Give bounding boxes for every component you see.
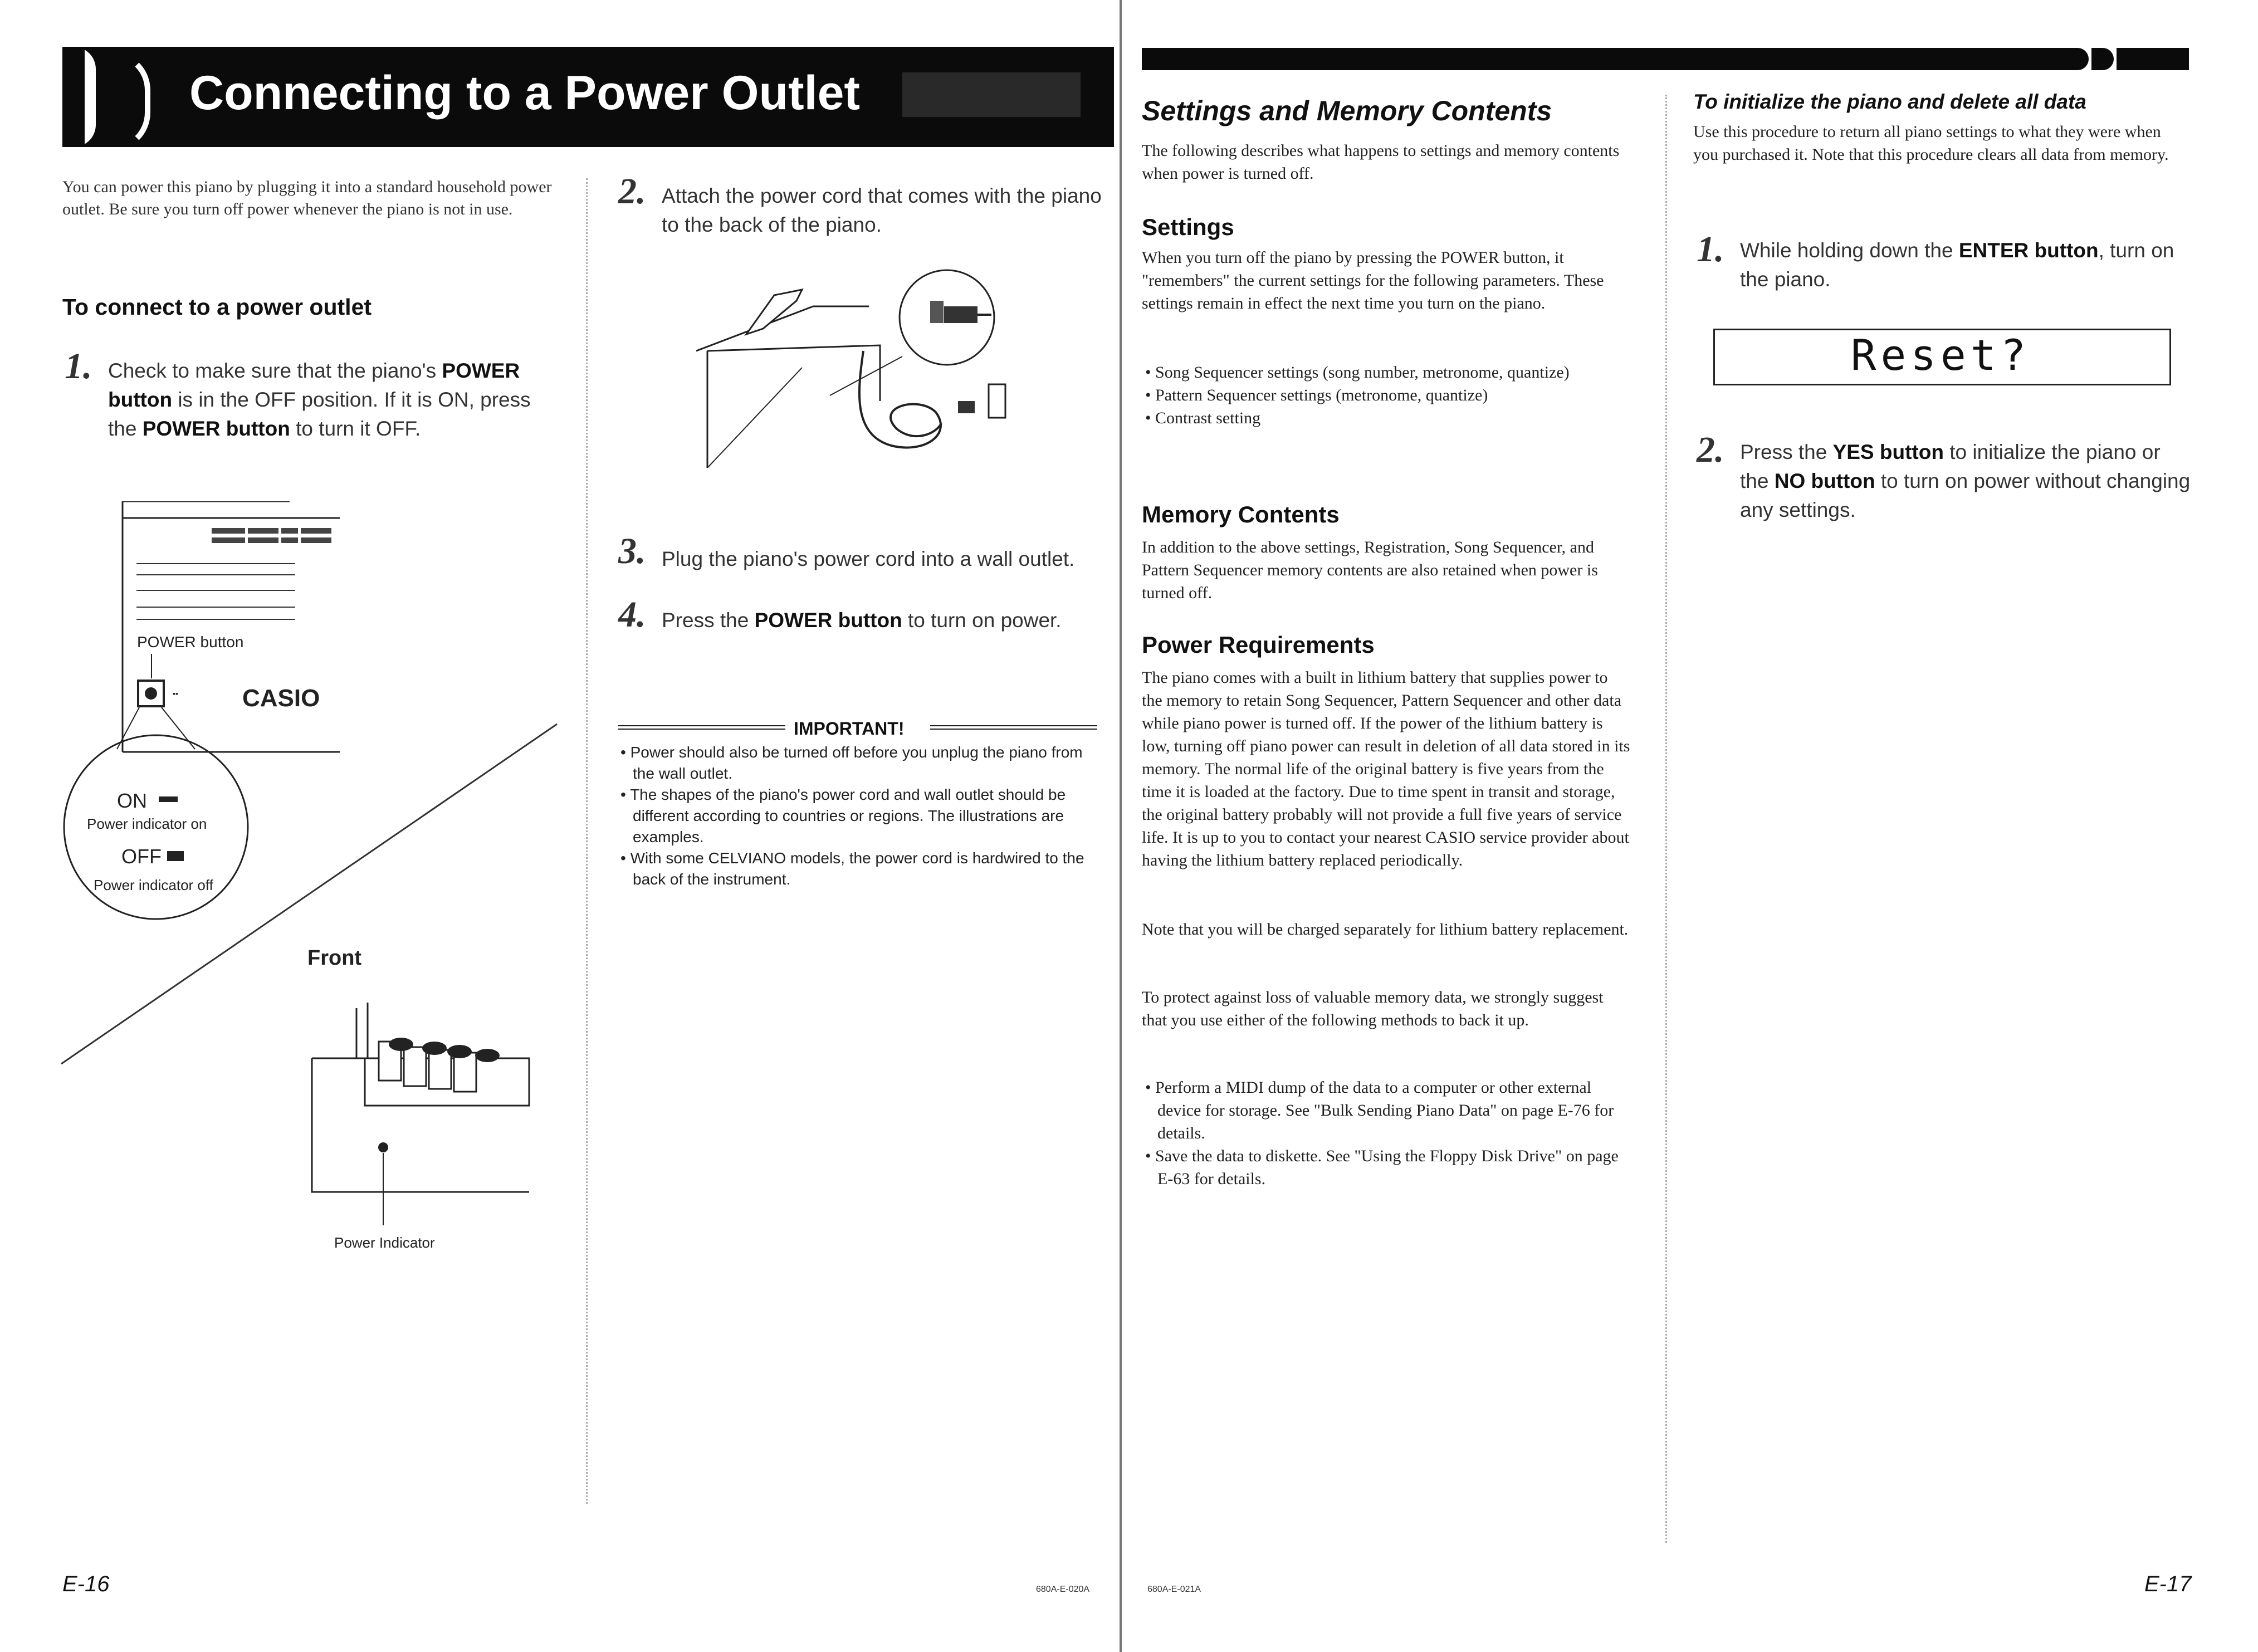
settings-list	[1142, 361, 1632, 429]
right-footer-code: 680A-E-021A	[1147, 1585, 1201, 1594]
right-header-bar-cap	[2091, 48, 2114, 70]
right-header-bar-tail	[2117, 48, 2189, 70]
power-indicator-lamp	[378, 1142, 388, 1152]
intro-text: You can power this piano by plugging it into a standard household power outlet. Be sure you turn off power whenever the piano is not in use.	[62, 178, 552, 218]
power-req-heading: Power Requirements	[1142, 632, 1375, 658]
init-step-1-number: 1.	[1697, 229, 1724, 270]
front-label: Front	[307, 946, 362, 970]
wall-outlet-icon	[989, 384, 1005, 418]
init-step-2-text: Press the YES button to initialize the piano or the NO button to turn on power without changing any settings.	[1740, 441, 2191, 521]
step-2-number: 2.	[618, 171, 646, 212]
important-heading: IMPORTANT!	[794, 719, 905, 739]
list-item: • Save the data to diskette. See "Using the Floppy Disk Drive" on page E-63 for details.	[1145, 1147, 1619, 1188]
init-step-2-number: 2.	[1697, 429, 1724, 470]
svg-text:ON: ON	[117, 789, 147, 812]
indicator-off-icon	[167, 851, 184, 861]
left-page-number: E-16	[62, 1572, 110, 1596]
step-2-text: Attach the power cord that comes with the piano to the back of the piano.	[662, 184, 1102, 236]
settings-intro: The following describes what happens to settings and memory contents when power is turned off.	[1142, 141, 1620, 183]
power-indicator-label: Power Indicator	[334, 1234, 435, 1251]
init-step-1-text: While holding down the ENTER button, turn on the piano.	[1740, 239, 2174, 291]
power-cord-diagram	[691, 267, 1036, 479]
step-1-number: 1.	[65, 346, 92, 387]
settings-body: When you turn off the piano by pressing the POWER button, it "remembers" the current settings for the following parameters. These settings remain in effect the next time you turn on the piano.	[1142, 248, 1604, 312]
casio-logo: CASIO	[242, 685, 320, 712]
page-title: Connecting to a Power Outlet	[189, 66, 861, 120]
step-3-text: Plug the piano's power cord into a wall outlet.	[662, 548, 1075, 570]
important-item: • The shapes of the piano's power cord and wall outlet should be different according to countries or regions. The illustrations are examples.	[620, 786, 1066, 845]
important-box	[618, 719, 1103, 890]
page-spine	[1120, 0, 1122, 1652]
cord-icon	[859, 351, 941, 448]
power-req-body: The piano comes with a built in lithium battery that supplies power to the memory to retain Song Sequencer, Pattern Sequencer and other data while piano power is turned off. If the power of the lithium battery is low, turning off piano power can result in deletion of all data stored in its memory. The normal life of the original battery is five years from the time it is loaded at the factory. Due to time spent in transit and storage, the original battery probably will not provide a full five years of service life. It is up to you to contact your nearest CASIO service provider about having the lithium battery replaced periodically.	[1142, 668, 1630, 869]
protect-body: To protect against loss of valuable memory data, we strongly suggest that you use either of the following methods to back it up.	[1142, 988, 1604, 1029]
step-3-number: 3.	[618, 531, 646, 571]
list-item: • Song Sequencer settings (song number, metronome, quantize)	[1145, 363, 1570, 382]
memory-heading: Memory Contents	[1142, 501, 1340, 527]
list-item: • Perform a MIDI dump of the data to a computer or other external device for storage. See "Bulk Sending Piano Data" on page E-76 for details.	[1145, 1078, 1614, 1142]
svg-text:Power indicator on: Power indicator on	[87, 815, 207, 832]
list-item: • Pattern Sequencer settings (metronome, quantize)	[1145, 386, 1488, 404]
svg-text:Power indicator off: Power indicator off	[94, 877, 213, 893]
init-heading: To initialize the piano and delete all data	[1693, 90, 2086, 113]
left-footer-code: 680A-E-020A	[1036, 1585, 1090, 1594]
protect-list	[1142, 1076, 1632, 1190]
column-divider	[586, 178, 588, 1504]
connect-subheading: To connect to a power outlet	[62, 294, 372, 320]
step-4-text: Press the POWER button to turn on power.	[662, 609, 1062, 632]
right-page-number: E-17	[2144, 1572, 2192, 1596]
step-1-text: Check to make sure that the piano's POWER button is in the OFF position. If it is ON, press the POWER button to turn it OFF.	[108, 359, 531, 440]
column-divider	[1665, 95, 1667, 1543]
svg-text:OFF: OFF	[121, 845, 162, 868]
title-bracket-inner	[62, 47, 85, 147]
list-item: • Contrast setting	[1145, 409, 1261, 427]
init-body: Use this procedure to return all piano settings to what they were when you purchased it. Note that this procedure clears all data from memory.	[1693, 123, 2169, 164]
memory-body: In addition to the above settings, Registration, Song Sequencer, and Pattern Sequencer memory contents are also retained when power is turned off.	[1142, 538, 1598, 602]
lcd-display-text: Reset?	[1850, 330, 2031, 380]
important-item: • Power should also be turned off before you unplug the piano from the wall outlet.	[620, 744, 1083, 782]
settings-memory-title: Settings and Memory Contents	[1142, 95, 1552, 126]
title-smudge	[902, 72, 1081, 117]
important-item: • With some CELVIANO models, the power cord is hardwired to the back of the instrument.	[620, 849, 1084, 888]
right-header-bar	[1142, 48, 2089, 70]
settings-heading: Settings	[1142, 214, 1234, 240]
power-panel-diagram	[56, 501, 568, 1270]
indicator-on-icon	[159, 796, 178, 802]
step-4-number: 4.	[618, 594, 646, 635]
power-button-label: POWER button	[137, 633, 244, 651]
power-req-note: Note that you will be charged separately for lithium battery replacement.	[1142, 920, 1629, 939]
svg-text:▪▪: ▪▪	[173, 689, 178, 698]
